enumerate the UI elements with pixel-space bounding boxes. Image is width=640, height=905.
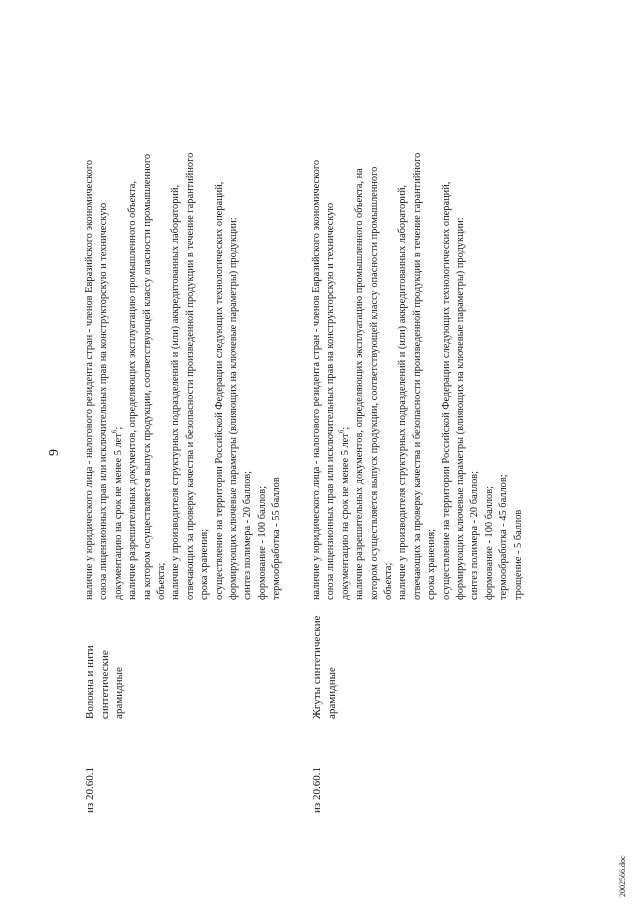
- product-name-line: арамидные: [113, 667, 125, 719]
- requirement-line: осуществление на территории Российской Федерации следующих технологических операций,: [213, 181, 225, 600]
- requirement-line: формование - 100 баллов;: [256, 485, 268, 600]
- requirement-line: котором осуществляется выпуск продукции, соответствующей классу опасности промышленного: [368, 166, 380, 600]
- requirement-line: термообработка - 55 баллов: [271, 477, 283, 600]
- product-name-line: Волокна и нити: [84, 645, 96, 719]
- product-name-line: Жгуты синтетические: [311, 615, 323, 719]
- requirement-line: синтез полимера - 20 баллов;: [242, 470, 254, 600]
- requirement-line: союза лицензионных прав или исключительных прав на конструкторскую и техническую: [98, 202, 110, 600]
- requirement-line: отвечающих за проверку качества и безопасности произведенной продукции в течение гарантийного: [184, 152, 196, 600]
- requirement-line: наличие у юридического лица - налогового резидента стран - членов Евразийского экономического: [84, 159, 95, 600]
- requirement-line: синтез полимера - 20 баллов;: [469, 470, 481, 600]
- requirement-line: термообработка - 45 баллов;: [498, 474, 510, 600]
- product-code: из 20.60.1: [311, 767, 323, 813]
- requirement-line: формирующих ключевые параметры (влияющих на ключевые параметры) продукции:: [455, 217, 467, 600]
- requirement-line: наличие у производителя структурных подразделений и (или) аккредитованных лабораторий,: [170, 184, 182, 600]
- requirement-line: документацию на срок не менее 5 лет$^6$;: [337, 426, 351, 600]
- requirement-line: объекта;: [383, 562, 395, 600]
- requirement-line: срока хранения;: [199, 528, 211, 600]
- requirement-line: срока хранения;: [426, 528, 438, 600]
- requirement-line: отвечающих за проверку качества и безопасности произведенной продукции в течение гарантийного: [411, 152, 423, 600]
- product-name-line: арамидные: [325, 667, 338, 719]
- requirement-line: формирующих ключевые параметры (влияющих на ключевые параметры) продукции:: [228, 217, 240, 600]
- requirement-line: наличие у производителя структурных подразделений и (или) аккредитованных лабораторий,: [397, 184, 409, 600]
- product-code: из 20.60.1: [84, 767, 96, 813]
- product-name: [83, 607, 127, 719]
- requirement-line: осуществление на территории Российской Федерации следующих технологических операций,: [440, 181, 452, 600]
- document-id: 2002566.doc: [618, 855, 627, 897]
- requirements-text: [83, 40, 285, 600]
- requirement-line: объекта;: [156, 562, 168, 600]
- page-number: 9: [47, 449, 62, 456]
- footnote-mark: 6: [337, 429, 346, 434]
- product-name-line: синтетические: [98, 650, 111, 719]
- requirements-text: [310, 40, 526, 600]
- requirement-line: союза лицензионных прав или исключительных прав на конструкторскую и техническую: [325, 202, 337, 600]
- requirement-line: наличие у юридического лица - налогового резидента стран - членов Евразийского экономического: [311, 159, 322, 600]
- requirement-line: наличие разрешительных документов, определяющих эксплуатацию промышленного объекта,: [127, 181, 139, 600]
- requirement-line: наличие разрешительных документов, определяющих эксплуатацию промышленного объекта, на: [354, 168, 366, 600]
- footnote-mark: 6: [110, 429, 119, 434]
- requirement-line: на котором осуществляется выпуск продукции, соответствующей классу опасности промышленного: [141, 153, 153, 600]
- requirement-line: документацию на срок не менее 5 лет$^6$;: [110, 426, 124, 600]
- product-name: [310, 607, 339, 719]
- requirement-line: формование - 100 баллов;: [483, 485, 495, 600]
- requirement-line: трощение - 5 баллов: [512, 509, 524, 600]
